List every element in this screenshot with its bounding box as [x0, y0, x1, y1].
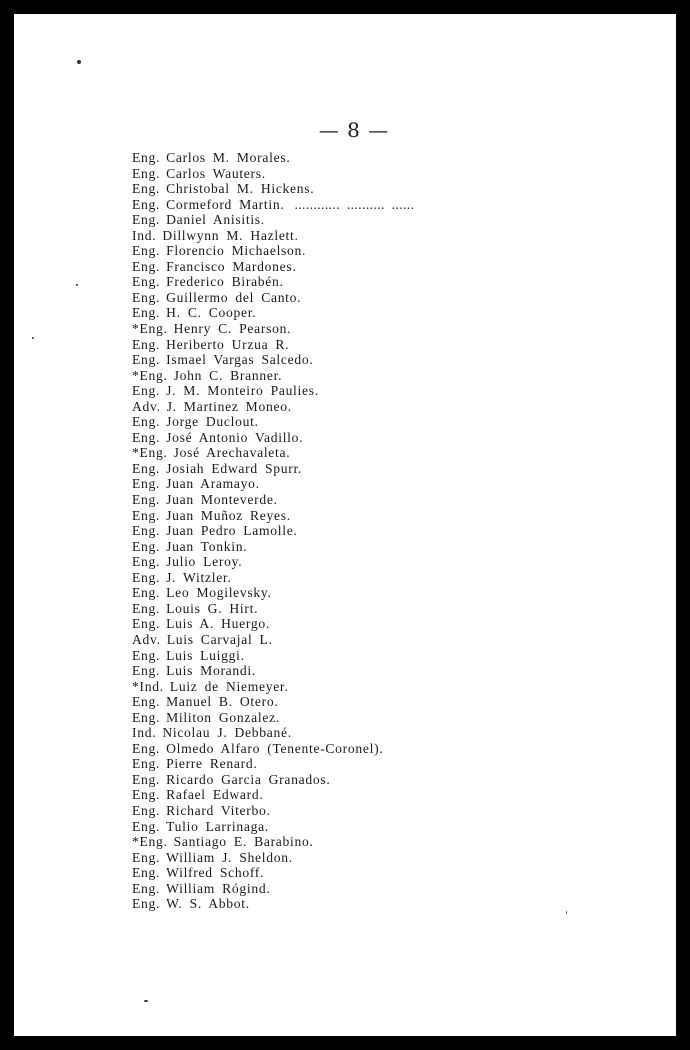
entry-title: *Eng. — [132, 367, 168, 383]
entry-title: Eng. — [132, 787, 161, 803]
entry-name: Guillermo del Canto. — [166, 289, 302, 305]
entry-title: Eng. — [132, 771, 161, 787]
entry-title: Eng. — [132, 258, 161, 274]
entry-title: Eng. — [132, 429, 161, 445]
entry-title: Eng. — [132, 336, 161, 352]
entry-title: Eng. — [132, 414, 161, 430]
list-item — [132, 772, 414, 788]
entry-name: Louis G. Hirt. — [166, 600, 259, 616]
list-item — [132, 430, 414, 446]
list-item — [132, 710, 414, 726]
entry-title: Eng. — [132, 663, 161, 679]
entry-title: Eng. — [132, 585, 161, 601]
entry-name: Ricardo Garcia Granados. — [166, 771, 331, 787]
scan-speck — [77, 60, 81, 64]
entry-name: Henry C. Pearson. — [173, 321, 292, 337]
entry-title: Eng. — [132, 694, 161, 710]
entry-title: Eng. — [132, 352, 161, 368]
list-item — [132, 399, 414, 415]
entry-title: Eng. — [132, 740, 161, 756]
entry-name: Luis A. Huergo. — [166, 616, 270, 632]
list-item — [132, 756, 414, 772]
entry-title: Eng. — [132, 305, 161, 321]
entry-title: Ind. — [132, 725, 157, 741]
entry-name: Juan Pedro Lamolle. — [166, 523, 298, 539]
entry-name: Christobal M. Hickens. — [166, 181, 315, 197]
list-item — [132, 725, 414, 741]
entry-name: J. M. Monteiro Paulies. — [166, 383, 319, 399]
entry-title: Eng. — [132, 647, 161, 663]
list-item — [132, 554, 414, 570]
list-item — [132, 321, 414, 337]
list-item — [132, 787, 414, 803]
entry-name: Jorge Duclout. — [166, 414, 259, 430]
entry-title: Eng. — [132, 274, 161, 290]
entry-name: Rafael Edward. — [166, 787, 264, 803]
entry-title: Eng. — [132, 165, 161, 181]
list-item — [132, 663, 414, 679]
list-item — [132, 601, 414, 617]
entry-title: Eng. — [132, 196, 161, 212]
entry-name: Julio Leroy. — [166, 554, 243, 570]
entry-title: Eng. — [132, 243, 161, 259]
name-list — [132, 150, 414, 912]
list-item — [132, 819, 414, 835]
list-item — [132, 850, 414, 866]
page-number: — 8 — — [318, 118, 390, 142]
entry-title: Eng. — [132, 569, 161, 585]
list-item — [132, 632, 414, 648]
entry-title: Adv. — [132, 631, 161, 647]
entry-title: Eng. — [132, 818, 161, 834]
entry-name: Heriberto Urzua R. — [166, 336, 290, 352]
entry-title: *Eng. — [132, 445, 168, 461]
entry-name: Florencio Michaelson. — [166, 243, 307, 259]
list-item — [132, 508, 414, 524]
entry-title: Eng. — [132, 181, 161, 197]
list-item — [132, 476, 414, 492]
list-item — [132, 539, 414, 555]
list-item — [132, 803, 414, 819]
entry-title: Eng. — [132, 289, 161, 305]
list-item — [132, 694, 414, 710]
entry-title: Eng. — [132, 756, 161, 772]
list-item — [132, 414, 414, 430]
list-item — [132, 865, 414, 881]
list-item — [132, 492, 414, 508]
list-item — [132, 181, 414, 197]
entry-title: Eng. — [132, 849, 161, 865]
list-item — [132, 212, 414, 228]
entry-title: Eng. — [132, 880, 161, 896]
entry-name: J. Martinez Moneo. — [166, 398, 292, 414]
entry-title: *Eng. — [132, 834, 168, 850]
entry-name: Santiago E. Barabino. — [173, 834, 314, 850]
entry-name: Leo Mogilevsky. — [166, 585, 272, 601]
scan-speck — [32, 337, 34, 339]
entry-name: Luis Luiggi. — [166, 647, 245, 663]
entry-name: Olmedo Alfaro (Tenente-Coronel). — [166, 740, 384, 756]
entry-title: Ind. — [132, 227, 157, 243]
list-item — [132, 352, 414, 368]
list-item — [132, 679, 414, 695]
entry-title: Eng. — [132, 865, 161, 881]
scan-speck — [76, 284, 78, 286]
entry-name: Richard Viterbo. — [166, 802, 271, 818]
entry-name: Wilfred Schoff. — [166, 865, 265, 881]
list-item — [132, 585, 414, 601]
entry-title: *Eng. — [132, 321, 168, 337]
entry-leader-dots: ............ .......... ...... — [294, 196, 415, 212]
entry-name: William Rógind. — [166, 880, 271, 896]
entry-title: Eng. — [132, 150, 161, 165]
entry-name: Luis Carvajal L. — [166, 631, 273, 647]
entry-name: H. C. Cooper. — [166, 305, 257, 321]
entry-name: Frederico Birabén. — [166, 274, 284, 290]
entry-title: Eng. — [132, 523, 161, 539]
entry-name: Ismael Vargas Salcedo. — [166, 352, 314, 368]
entry-name: Francisco Mardones. — [166, 258, 297, 274]
list-item — [132, 570, 414, 586]
list-item — [132, 166, 414, 182]
entry-title: Eng. — [132, 507, 161, 523]
list-item — [132, 274, 414, 290]
entry-name: José Arechavaleta. — [173, 445, 291, 461]
list-item — [132, 896, 414, 912]
list-item — [132, 337, 414, 353]
list-item — [132, 523, 414, 539]
list-item — [132, 228, 414, 244]
entry-name: Daniel Anisitis. — [166, 212, 265, 228]
entry-title: *Ind. — [132, 678, 164, 694]
list-item — [132, 197, 414, 213]
scan-speck — [566, 911, 567, 914]
entry-name: Carlos Wauters. — [166, 165, 266, 181]
list-item — [132, 881, 414, 897]
list-item — [132, 445, 414, 461]
list-item — [132, 150, 414, 166]
document-page — [14, 14, 676, 1036]
entry-title: Eng. — [132, 212, 161, 228]
entry-title: Eng. — [132, 554, 161, 570]
entry-title: Eng. — [132, 616, 161, 632]
entry-title: Eng. — [132, 709, 161, 725]
entry-title: Eng. — [132, 802, 161, 818]
list-item — [132, 243, 414, 259]
entry-name: Dillwynn M. Hazlett. — [162, 227, 299, 243]
entry-name: Cormeford Martin. — [166, 196, 285, 212]
entry-name: Tulio Larrinaga. — [166, 818, 269, 834]
scan-speck — [144, 1000, 148, 1002]
entry-title: Eng. — [132, 600, 161, 616]
entry-title: Eng. — [132, 492, 161, 508]
entry-name: Juan Tonkin. — [166, 538, 248, 554]
list-item — [132, 290, 414, 306]
entry-name: Josiah Edward Spurr. — [166, 460, 303, 476]
entry-name: Pierre Renard. — [166, 756, 258, 772]
entry-title: Eng. — [132, 896, 161, 912]
entry-name: Manuel B. Otero. — [166, 694, 279, 710]
entry-name: John C. Branner. — [173, 367, 283, 383]
list-item — [132, 305, 414, 321]
entry-name: Juan Monteverde. — [166, 492, 278, 508]
entry-name: Luis Morandi. — [166, 663, 256, 679]
entry-name: Luiz de Niemeyer. — [169, 678, 289, 694]
list-item — [132, 741, 414, 757]
list-item — [132, 648, 414, 664]
list-item — [132, 834, 414, 850]
entry-name: J. Witzler. — [166, 569, 232, 585]
entry-title: Adv. — [132, 398, 161, 414]
entry-name: Nicolau J. Debbané. — [162, 725, 292, 741]
list-item — [132, 259, 414, 275]
entry-title: Eng. — [132, 460, 161, 476]
entry-name: Militon Gonzalez. — [166, 709, 280, 725]
list-item — [132, 461, 414, 477]
list-item — [132, 368, 414, 384]
list-item — [132, 616, 414, 632]
entry-name: José Antonio Vadillo. — [166, 429, 304, 445]
list-item — [132, 383, 414, 399]
entry-title: Eng. — [132, 383, 161, 399]
entry-name: Juan Aramayo. — [166, 476, 260, 492]
entry-title: Eng. — [132, 476, 161, 492]
entry-name: Carlos M. Morales. — [166, 150, 291, 165]
entry-name: W. S. Abbot. — [166, 896, 250, 912]
entry-title: Eng. — [132, 538, 161, 554]
entry-name: William J. Sheldon. — [166, 849, 293, 865]
entry-name: Juan Muñoz Reyes. — [166, 507, 291, 523]
